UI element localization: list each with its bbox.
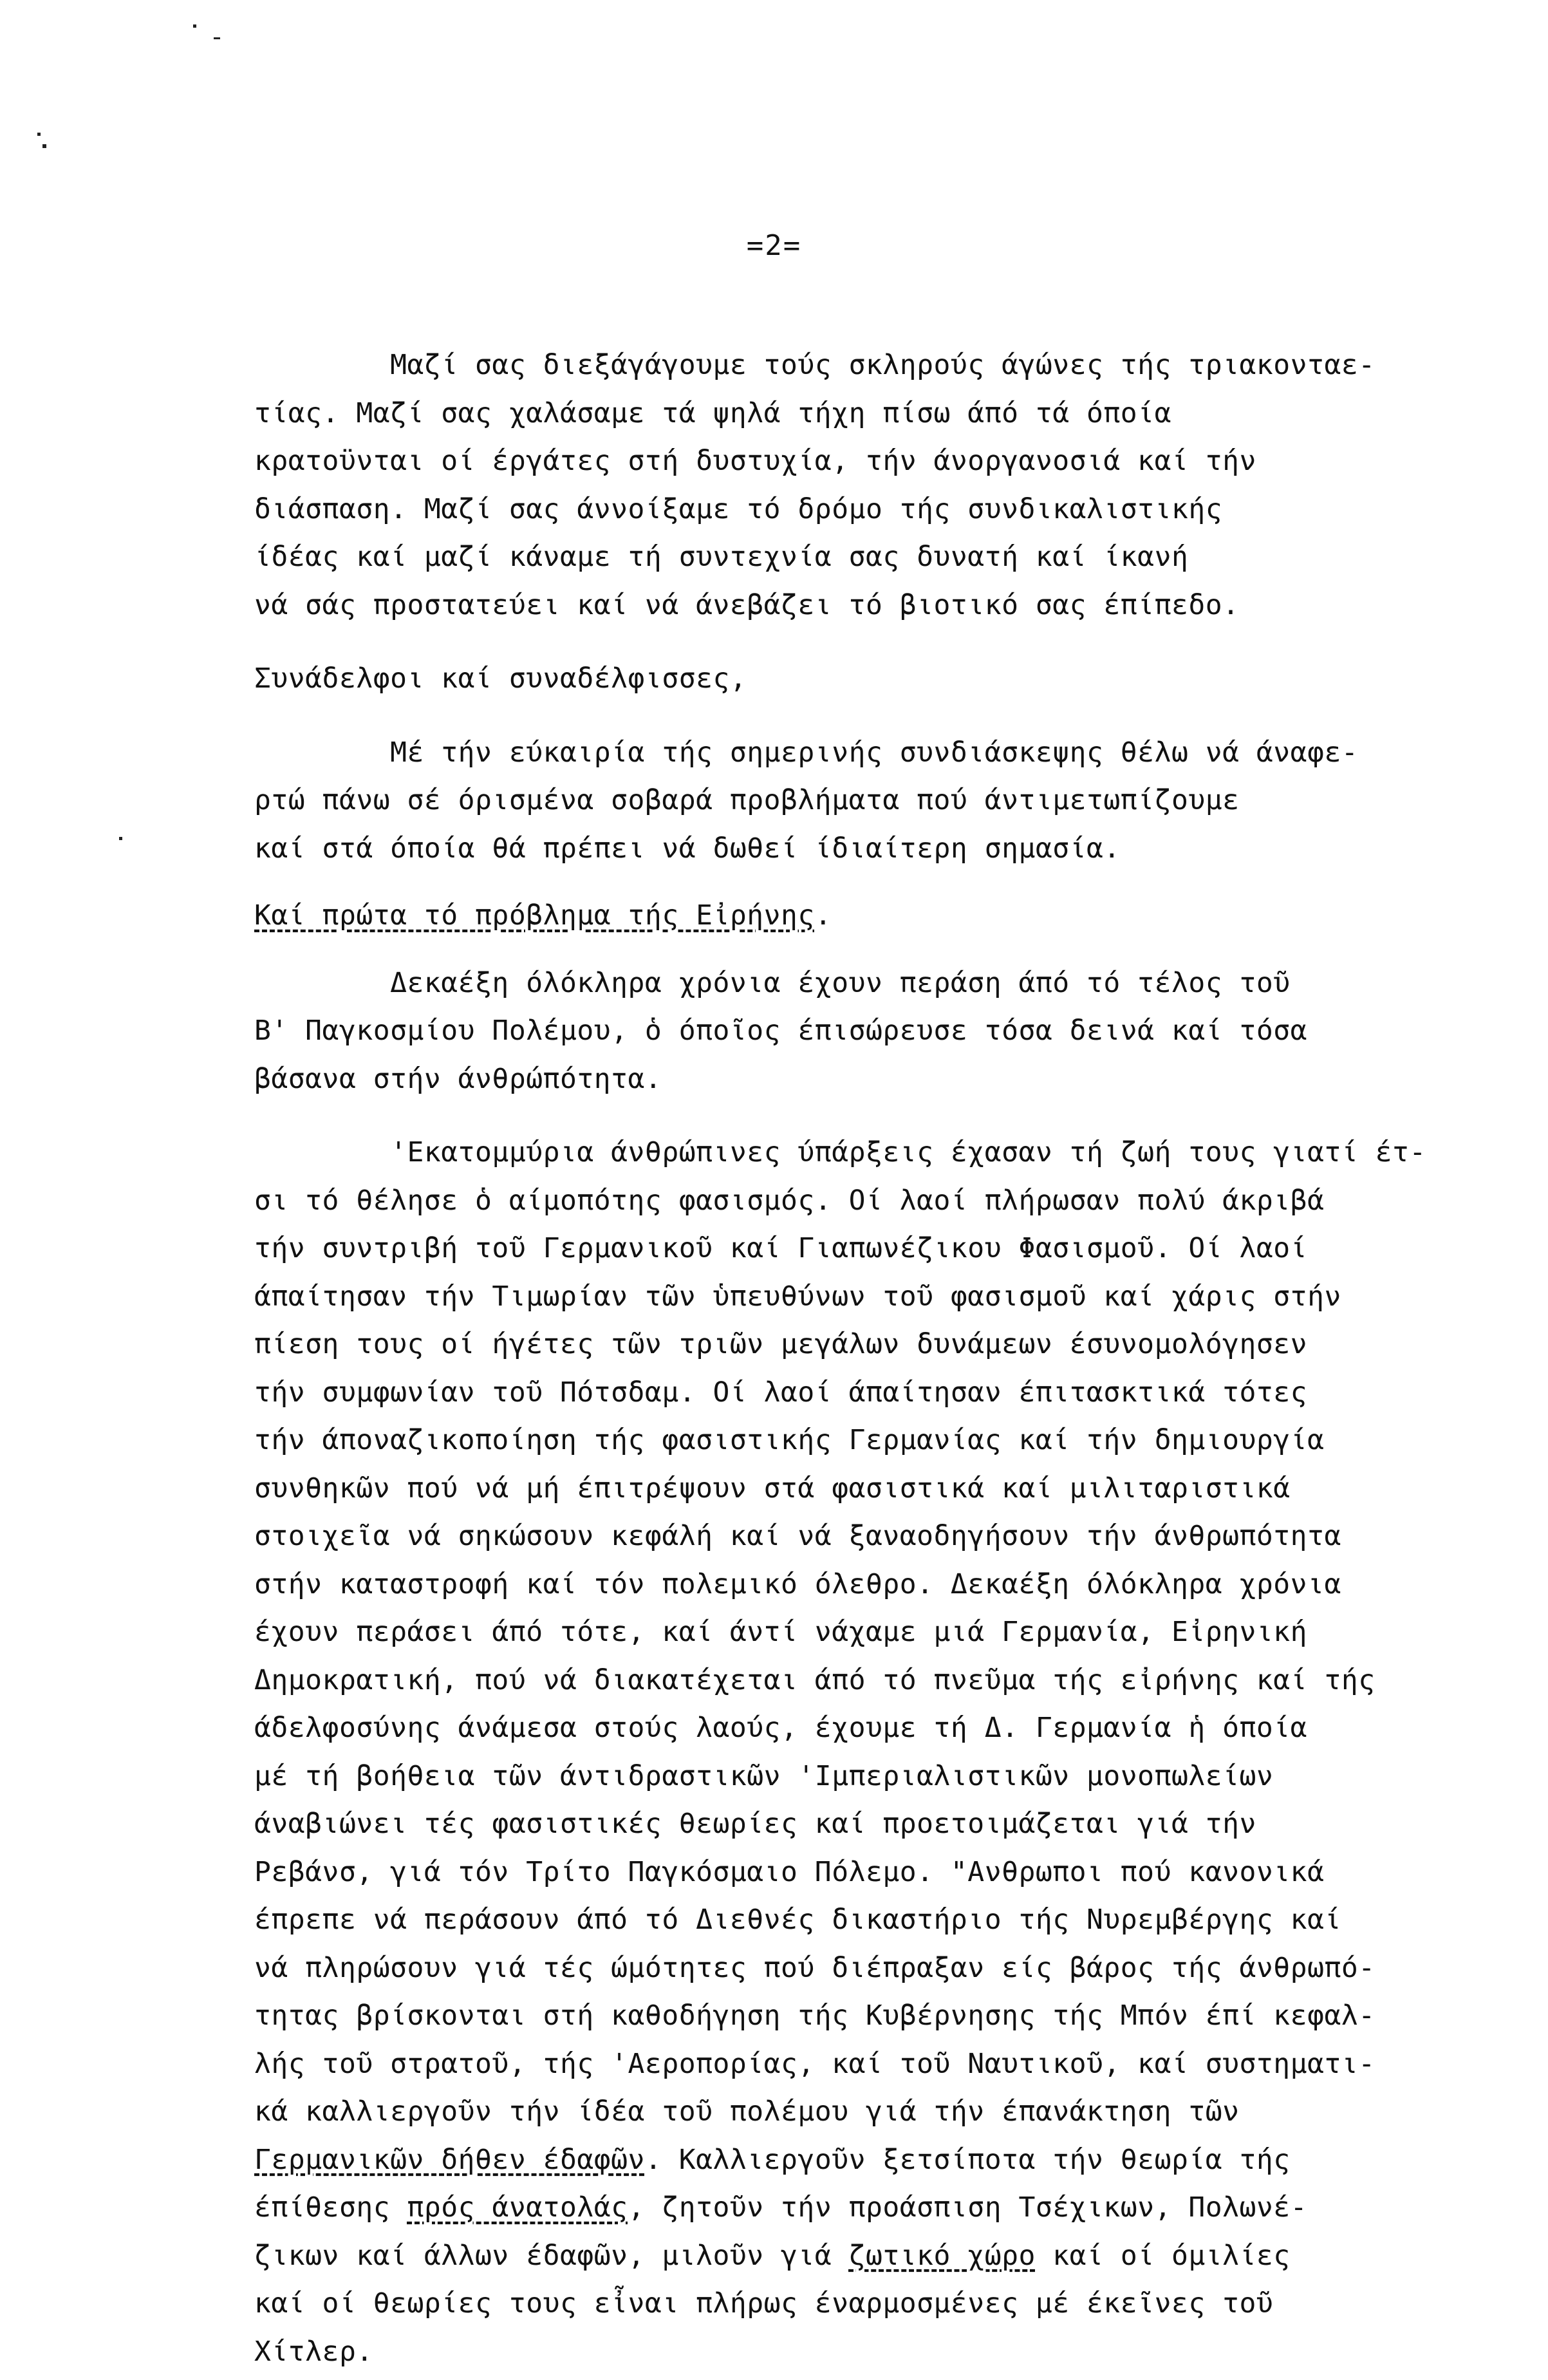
text-line: στοιχεῖα νά σηκώσουν κεφάλή καί νά ξαναοδηγήσουν τήν άνθρωπότητα (254, 1520, 1341, 1552)
text-line: άδελφοσύνης άνάμεσα στούς λαούς, έχουμε τή Δ. Γερμανία ἡ όποία (254, 1712, 1308, 1744)
text-line: Β' Παγκοσμίου Πολέμου, ὁ όποῖος έπισώρευσε τόσα δεινά καί τόσα (254, 1015, 1308, 1047)
text-line: νά πληρώσουν γιά τές ώμότητες πού διέπραξαν είς βάρος τής άνθρωπό- (254, 1951, 1375, 1984)
paragraph (254, 959, 1525, 1103)
scan-speck (42, 144, 46, 148)
text-line: κά καλλιεργοῦν τήν ίδέα τοῦ πολέμου γιά τήν έπανάκτηση τῶν (254, 2095, 1240, 2128)
text-line: ζικων καί άλλων έδαφῶν, μιλοῦν γιά ζωτικό χώρο καί οί όμιλίες (254, 2239, 1291, 2272)
text-line: πίεση τους οί ήγέτες τῶν τριῶν μεγάλων δυνάμεων έσυνομολόγησεν (254, 1328, 1308, 1360)
text-line: Ρεβάνσ, γιά τόν Τρίτο Παγκόσμαιο Πόλεμο. "Ανθρωποι πού κανονικά (254, 1855, 1325, 1888)
paragraph (254, 729, 1525, 873)
text-line: Δεκαέξη όλόκληρα χρόνια έχουν περάση άπό τό τέλος τοῦ (254, 966, 1291, 999)
letter-body (254, 322, 1525, 2375)
text-line: τήν άποναζικοποίηση τής φασιστικής Γερμανίας καί τήν δημιουργία (254, 1424, 1325, 1456)
text-line: κρατοϋνται οί έργάτες στή δυστυχία, τήν άνοργανοσιά καί τήν (254, 445, 1256, 477)
text-line: τήν συντριβή τοῦ Γερμανικοῦ καί Γιαπωνέζικου Φασισμοῦ. Οί λαοί (254, 1232, 1308, 1264)
text-line: μέ τή βοήθεια τῶν άντιδραστικῶν 'Ιμπεριαλιστικῶν μονοπωλείων (254, 1759, 1274, 1792)
text-line: Χίτλερ. (254, 2335, 373, 2368)
text-line: έχουν περάσει άπό τότε, καί άντί νάχαμε μιά Γερμανία, Εἰρηνική (254, 1616, 1308, 1648)
text-line: στήν καταστροφή καί τόν πολεμικό όλεθρο. Δεκαέξη όλόκληρα χρόνια (254, 1568, 1341, 1600)
text-line: Καί πρώτα τό πρόβλημα τής Εἰρήνης. (254, 899, 832, 932)
paragraph (254, 655, 1525, 703)
underlined-text: Γερμανικῶν δήθεν έδαφῶν (254, 2143, 645, 2176)
text-line: άναβιώνει τές φασιστικές θεωρίες καί προετοιμάζεται γιά τήν (254, 1808, 1256, 1840)
text-line: Μαζί σας διεξάγάγουμε τούς σκληρούς άγώνες τής τριακονταε- (254, 349, 1375, 381)
paragraph (254, 1129, 1525, 2375)
text-line: 'Εκατομμύρια άνθρώπινες ύπάρξεις έχασαν τή ζωή τους γιατί έτ- (254, 1136, 1426, 1168)
text-line: έπρεπε νά περάσουν άπό τό Διεθνές δικαστήριο τής Νυρεμβέργης καί (254, 1904, 1341, 1936)
scan-speck (214, 37, 220, 39)
text-line: διάσπαση. Μαζί σας άννοίξαμε τό δρόμο τής συνδικαλιστικής (254, 492, 1223, 525)
scan-speck (119, 837, 122, 840)
text-line: Μέ τήν εύκαιρία τής σημερινής συνδιάσκεψης θέλω νά άναφε- (254, 736, 1359, 769)
text-line: συνθηκῶν πού νά μή έπιτρέψουν στά φασιστικά καί μιλιταριστικά (254, 1472, 1291, 1504)
text-line: σι τό θέλησε ὁ αίμοπότης φασισμός. Οί λαοί πλήρωσαν πολύ άκριβά (254, 1184, 1325, 1217)
text-line: άπαίτησαν τήν Τιμωρίαν τῶν ὑπευθύνων τοῦ φασισμοῦ καί χάρις στήν (254, 1280, 1341, 1313)
text-line: βάσανα στήν άνθρώπότητα. (254, 1062, 662, 1095)
text-line: τητας βρίσκονται στή καθοδήγηση τής Κυβέρνησης τής Μπόν έπί κεφαλ- (254, 2000, 1375, 2032)
text-line: νά σάς προστατεύει καί νά άνεβάζει τό βιοτικό σας έπίπεδο. (254, 588, 1240, 621)
underlined-text: ζωτικό χώρο (848, 2239, 1036, 2272)
scan-speck (193, 24, 196, 28)
text-line: λής τοῦ στρατοῦ, τής 'Αεροπορίας, καί τοῦ Ναυτικοῦ, καί συστηματι- (254, 2047, 1375, 2080)
text-line: έπίθεσης πρός άνατολάς, ζητοῦν τήν προάσπιση Τσέχικων, Πολωνέ- (254, 2191, 1308, 2224)
scan-speck (37, 133, 41, 136)
text-line: ίδέας καί μαζί κάναμε τή συντεχνία σας δυνατή καί ίκανή (254, 541, 1189, 573)
text-line: τίας. Μαζί σας χαλάσαμε τά ψηλά τήχη πίσω άπό τά όποία (254, 397, 1171, 429)
text-line: ρτώ πάνω σέ όρισμένα σοβαρά προβλήματα πού άντιμετωπίζουμε (254, 784, 1240, 816)
text-line: καί οί θεωρίες τους εἶναι πλήρως έναρμοσμένες μέ έκεῖνες τοῦ (254, 2287, 1274, 2319)
text-line: Γερμανικῶν δήθεν έδαφῶν. Καλλιεργοῦν ξετσίποτα τήν θεωρία τής (254, 2143, 1291, 2176)
text-line: καί στά όποία θά πρέπει νά δωθεί ίδιαίτερη σημασία. (254, 832, 1121, 865)
underlined-text: πρός άνατολάς (407, 2191, 628, 2224)
page-number: =2= (746, 229, 802, 262)
text-line: Δημοκρατική, πού νά διακατέχεται άπό τό πνεῦμα τής εἰρήνης καί τής (254, 1663, 1375, 1696)
paragraph (254, 892, 1525, 940)
text-line: Συνάδελφοι καί συναδέλφισσες, (254, 662, 747, 695)
paragraph (254, 341, 1525, 629)
text-line: τήν συμφωνίαν τοῦ Πότσδαμ. Οί λαοί άπαίτησαν έπιτασκτικά τότες (254, 1376, 1308, 1409)
underlined-text: Καί πρώτα τό πρόβλημα τής Εἰρήνης (254, 899, 815, 932)
